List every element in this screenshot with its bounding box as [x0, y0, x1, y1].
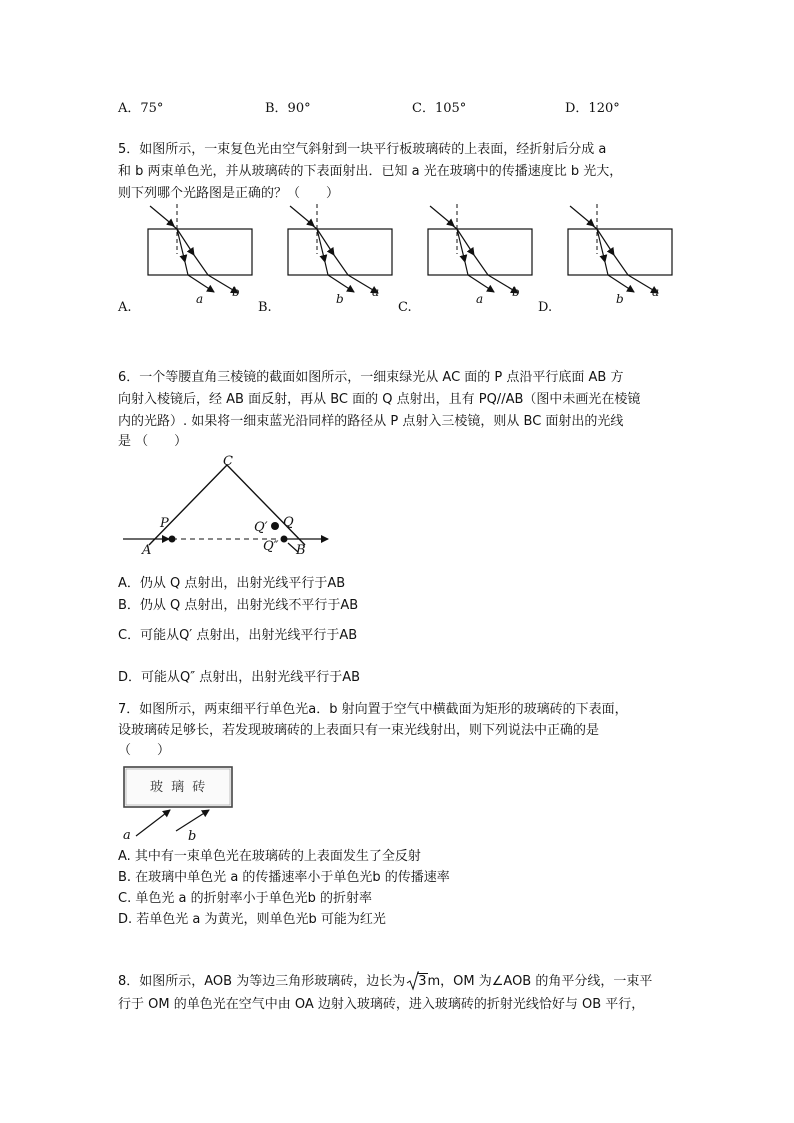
q5-fig-d-label-2: a	[652, 285, 660, 299]
q7-line-1: 7．如图所示，两束细平行单色光a．b 射向置于空气中横截面为矩形的玻璃砖的下表面，	[118, 702, 628, 717]
q5-fig-c-label-1: a	[476, 292, 484, 306]
ray-b-label: b	[188, 829, 197, 844]
q7-option-c: C. 单色光 a 的折射率小于单色光b 的折射率	[118, 891, 372, 906]
q5-fig-d-letter: D.	[538, 300, 553, 315]
label-q-double-prime: Q″	[263, 539, 279, 554]
q5-fig-a-label-1: a	[196, 292, 204, 306]
q5-fig-d-label-1: b	[616, 292, 624, 306]
q8-line-2: 行于 OM 的单色光在空气中由 OA 边射入玻璃砖，进入玻璃砖的折射光线恰好与 OB 平行，	[118, 997, 645, 1012]
q6-option-d: D．可能从Q″ 点射出，出射光线平行于AB	[118, 670, 361, 685]
q7-option-a: A. 其中有一束单色光在玻璃砖的上表面发生了全反射	[118, 849, 421, 864]
q6-line-3: 内的光路）. 如果将一细束蓝光沿同样的路径从 P 点射入三棱镜，则从 BC 面射出的光线	[118, 414, 624, 429]
q7-line-3: （ ）	[118, 743, 171, 758]
q8-line-1	[118, 972, 652, 991]
q8-line-1-pre: 8．如图所示，AOB 为等边三角形玻璃砖，边长为	[118, 974, 406, 989]
q8-line-1-post: m，OM 为∠AOB 的角平分线，一束平	[427, 974, 653, 989]
q5-fig-b-label-1: b	[336, 292, 344, 306]
label-p: P	[160, 516, 169, 531]
glass-brick-label: 玻 璃 砖	[150, 780, 208, 795]
q4-option-d: D．120°	[565, 101, 620, 116]
q5-fig-c-letter: C.	[398, 300, 412, 315]
label-b: B	[296, 543, 306, 558]
sqrt-radicand: 3	[418, 974, 427, 989]
q5-fig-b-letter: B.	[258, 300, 272, 315]
q6-option-b: B．仍从 Q 点射出，出射光线不平行于AB	[118, 598, 359, 613]
q6-line-1: 6．一个等腰直角三棱镜的截面如图所示，一细束绿光从 AC 面的 P 点沿平行底面 AB 方	[118, 370, 624, 385]
q4-option-a: A．75°	[118, 101, 164, 116]
label-q-prime: Q′	[254, 520, 268, 535]
q6-option-a: A．仍从 Q 点射出，出射光线平行于AB	[118, 576, 346, 591]
q4-option-c: C．105°	[412, 101, 467, 116]
label-a: A	[142, 543, 152, 558]
label-q: Q	[283, 515, 294, 530]
q5-fig-a-letter: A.	[118, 300, 132, 315]
label-c: C	[223, 454, 233, 469]
q6-option-c: C．可能从Q′ 点射出，出射光线平行于AB	[118, 628, 358, 643]
q6-line-4: 是 （ ）	[118, 434, 188, 449]
sqrt-expression	[407, 972, 427, 991]
q4-option-b: B．90°	[265, 101, 311, 116]
q5-line-2: 和 b 两束单色光，并从玻璃砖的下表面射出．已知 a 光在玻璃中的传播速度比 b 光大，	[118, 164, 623, 179]
q5-fig-b-label-2: a	[372, 285, 380, 299]
q5-line-1: 5．如图所示，一束复色光由空气斜射到一块平行板玻璃砖的上表面，经折射后分成 a	[118, 142, 607, 157]
q5-fig-a-label-2: b	[232, 285, 240, 299]
ray-a-label: a	[123, 828, 131, 843]
q6-line-2: 向射入棱镜后，经 AB 面反射，再从 BC 面的 Q 点射出，且有 PQ//AB（图中未画光在棱镜	[118, 392, 641, 407]
q5-fig-c-label-2: b	[512, 285, 520, 299]
q5-line-3: 则下列哪个光路图是正确的？（ ）	[118, 186, 340, 201]
q7-option-b: B. 在玻璃中单色光 a 的传播速率小于单色光b 的传播速率	[118, 870, 450, 885]
q7-option-d: D. 若单色光 a 为黄光，则单色光b 可能为红光	[118, 912, 386, 927]
sqrt-sign-icon	[407, 971, 419, 991]
q7-line-2: 设玻璃砖足够长，若发现玻璃砖的上表面只有一束光线射出，则下列说法中正确的是	[118, 723, 600, 738]
